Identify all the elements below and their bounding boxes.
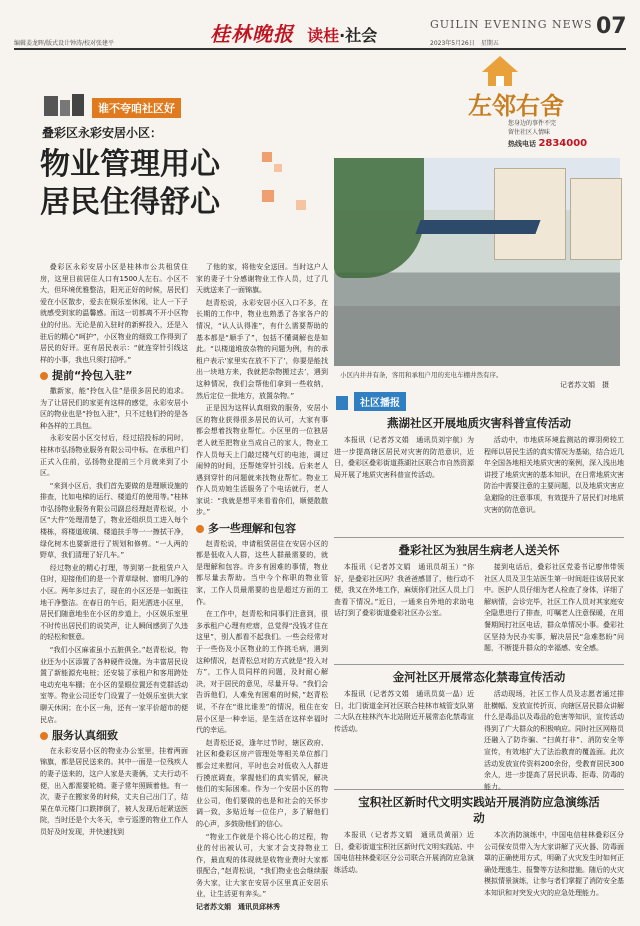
news-body: 本报讯（记者苏文娟 通讯员刘宇航）为进一步提高辖区居民对灾害的防范意识，近日，叠彩区叠彩街道燕湖社区联合市自然资源局开展了地质灾害科普宣传活动。 <box>334 436 474 479</box>
news-body: 活动中，市地质环境监测站的谭羽荷较工程师以居民生活的真实情况为基础，结合近几年全国各地相关地质灾害的案例，深入浅出地讲授了地质灾害的基本知识，在日常地质灾害防治中需要注意的主要问题，以及地质灾害应急避险的注意事项，有效提升了居民们对地质灾害的防范意识。 <box>484 436 624 514</box>
bullet-icon <box>40 372 48 380</box>
article-photo <box>334 158 620 366</box>
divider <box>334 664 624 665</box>
subhead-3 <box>196 523 328 535</box>
decor-square <box>262 190 274 202</box>
paragraph: 赵青松说，申请租赁居住在安居小区的都是低收入人群，这些人群最需要的，就是理解和包容。许多有困难的事情，物业都尽量去帮助。当中今个称职的物业管家，工作人员最需要的也是超过方面的工作。 <box>196 539 328 606</box>
paragraph: 赵青松说，永彩安居小区入口不多，在长期的工作中，物业也熟悉了各家各户的情况，“认人认得准”，有什么需要帮助的基本都是“顺手了”，包括不懂调解也是如此。“以楼道堆放杂物的问题为例，有的承租户表示‘家里实在放不下了’，你要是能找出一块地方来，我就把杂物搬过去’，遇到这种情况，我们会帮他们拿到一些收纳，然后定位一批地方，放置杂物。” <box>196 298 328 400</box>
headline-line-1: 物业管理用心 <box>40 147 220 182</box>
community-news <box>334 392 624 914</box>
page-number: 07 <box>596 14 627 39</box>
building-icon <box>40 92 92 116</box>
paragraph: 正是因为这样认真细致的服务，安居小区的物业获得很多居民的认可，大家有事都会想着找物业帮忙。小区里的一位独居老人就至把物业当成自己的家人，物业工作人员每天上门敲过楼气灯的电池，调过闹钟的时间，还帮她穿针引线。后来老人遇到穿针的问题就来找物业帮忙。物业工作人员劝她生活服务了个电话就行，老人家说：“我就是想平来看看你们，顺便散散步。” <box>196 404 328 517</box>
article-column-1 <box>40 262 188 902</box>
bullet-icon <box>40 732 48 740</box>
photo-credit: 记者苏文娟 摄 <box>560 381 609 389</box>
subhead-2 <box>40 730 188 742</box>
hotline-number: 2834000 <box>538 138 588 149</box>
ad-line-1: 您身边的事件不完 <box>508 120 557 127</box>
decor-square <box>296 200 306 210</box>
news-item <box>334 542 624 660</box>
news-body: 本报讯（记者苏文娟 通讯员莫一晶）近日，北门街道金河社区联合桂林市城管支队第二大队在桂林汽车北站附近开展常态化禁毒宣传活动。 <box>334 690 474 733</box>
paragraph: 经过物业的精心打理，等到第一批租赁户入住时，迎接他们的是一个青草绿树、窗明几净的小区。两年多过去了，现在的小区还是一如既往地干净整洁。在春日的午后，阳光洒进小区里，居民们随意地坐在小区的步道上，小区娱乐室里不时传出居民们的说笑声，让人瞬间感到了久违的轻松和惬意。 <box>40 563 188 642</box>
news-body: 接到电话后，叠彩社区党委书记廖伟带领社区人员及卫生站医生第一时间赶往该居民家中。医护人员仔细为老人检查了身体，详细了解病情，会诊完毕，社区工作人员对其家庭安全隐患进行了排查，叮嘱老人注意保暖，在用餐期间打社区电话，群众单情况小事。叠彩社区坚持为民办实事，解决居民“急难愁盼”问题，不断提升群众的幸福感、安全感。 <box>484 563 624 653</box>
paragraph: 撒新家，能“拎包入住”是很多居民的追求。为了让居民们的家更有这样的感觉，永彩安居小区的物业也是“拎包入驻”，只不过他们拎的是各种各样的工具包。 <box>40 386 188 430</box>
subhead-3-label: 多一些理解和包容 <box>208 522 296 536</box>
paper-english-name: GUILIN EVENING NEWS <box>430 18 593 31</box>
news-body: 本次消防演练中，中国电信桂林叠彩区分公司保安员带入为大家讲解了灭火器、防毒面罩的正确使用方式，明确了火灾发生时如何正确处理逃生、报警等方法和措施。随后的火灾模拟情景演练，让参与者们掌握了消防安全基本知识和对突发火灾的应急处理能力。 <box>484 831 624 897</box>
photo-caption: 小区内井井有条，客用和承租户用的充电车棚井然有序。 <box>340 371 503 379</box>
paragraph: 叠彩区永彩安居小区是桂林市公共租赁住房，这里目前居住人口有1500人左右。小区不大，但环境优雅整洁，阳光正好的时候，居民们爱在小区散步，爱去在娱乐室休闲，让人一下子就感受到家的温馨感。而这一切都离不开小区物业的付出。无论是前入驻时的新鲜投入，还是入驻后的精心“呵护”，小区物业的细致工作得到了居民的好评。更有居民表示：“就连穿针引线这样的小事，我也只须打招呼。” <box>40 263 188 364</box>
paragraph: “我们小区麻雀虽小五脏俱全。”赵青松说，物业还为小区添置了各种硬件设施。为丰富居民设置了新能源充电桩；还安装了承租户和客用跨处电动充电车棚；在小区的显眼位置还有党群活动室等。物业公司还专门设置了一处娱乐室供大家聊天休闲；在小区一角，还有一家平价超市的便民店。 <box>40 646 188 724</box>
article-byline: 记者苏文娟 通讯员邱林秀 <box>196 903 280 912</box>
paragraph: 赵青松还说，逢年过节时，辖区政府、社区和叠彩区房产管理处等相关单位都门都会过来慰问，平时也会对低收入人群进行摸底调查，掌握他们的真实情况，解决他们的实际困难。作为一个安居小区的物业公司，他们要做的也是和社会的关怀步调一致，多贴近每一位住户，多了解他们的心声，多鼓励他们的信心。 <box>196 738 328 828</box>
ad-title: 左邻右舍 <box>468 91 564 120</box>
news-tag: 社区播报 <box>354 392 406 411</box>
paragraph: 了他的家，将他安全送回。当时这户人家的妻子十分感谢物业工作人员，过了几天就送来了一面锦旗。 <box>196 263 328 295</box>
news-item <box>334 669 624 791</box>
section-title: 读桂·社会 <box>307 26 378 45</box>
news-item <box>334 794 624 914</box>
subhead-1-label: 提前“拎包入驻” <box>52 369 133 383</box>
news-title: 金河社区开展常态化禁毒宣传活动 <box>392 670 566 684</box>
editor-credits: 编辑姜龙晖/版式设计钟涛/校对张建平 <box>14 40 115 47</box>
news-body: 本报讯（记者苏文娟 通讯员胡玉）“你好，是叠彩社区吗？我爸爸感冒了，他行动不便，我又在外地工作，麻烦你们社区人员上门查看下情况。”近日，一通来自外地的求助电话打到了叠彩街道叠彩社区办公室。 <box>334 563 474 618</box>
paragraph: 在工作中，赵青松和同事们注意到，很多承租户心理有疙瘩，总觉得“没钱才住在这里”，别人都看不起我们。一些会经常对于一些伤及小区物业的工作挑毛病，遇到这种情况，赵青松总对的方式就是“投入对方”，工作人员同样的问题，及时耐心解决，对于居民的意见，尽量开导。“我们会告诉他们，人难免有困难的时候，”赵青松说，不存在“谁比谁差”的情况，租住在安居小区是一种幸运，是生活在这样幸福时代的幸运。 <box>196 610 328 735</box>
hotline-label: 热线电话 <box>508 140 536 148</box>
article-headline <box>40 146 220 222</box>
divider <box>334 537 624 538</box>
section-part-a: 读桂 <box>307 26 340 45</box>
column-badge-label: 谁不夸咱社区好 <box>92 98 181 118</box>
news-title: 燕湖社区开展地质灾害科普宣传活动 <box>387 416 571 430</box>
article-column-2 <box>196 262 328 914</box>
house-icon <box>480 54 520 88</box>
paragraph: 永彩安居小区交付后，经过招投标的同时，桂林市弘扬物业服务有限公司中标。在承租户们正式入住前，弘扬物业提前三个月就来到了小区。 <box>40 434 188 478</box>
news-title: 宝积社区新时代文明实践站开展消防应急演练活动 <box>358 795 600 825</box>
issue-date: 2023年5月26日 星期五 <box>430 40 499 47</box>
decor-square <box>274 164 282 172</box>
header-rule <box>14 48 626 50</box>
news-header <box>334 392 624 411</box>
photo-building <box>494 168 566 260</box>
ad-hotline <box>508 138 587 149</box>
building-icon <box>334 394 350 410</box>
photo-tree <box>334 158 424 278</box>
subhead-2-label: 服务认真细致 <box>52 729 118 743</box>
paragraph: “来到小区后，我们首先要做的是理顺设施的排查，比如电梯的运行、楼道灯的使用等。”桂林市弘扬物业服务有限公司副总经理赵青松说，小区“大件”处理清楚了，物业还组织员工进入每个楼栋，将楼道玻璃、楼道扶手等一一擦拭干净，绿化树木也要新进行了规划和修剪。“一人两的野草，我们清理了好几车。” <box>40 481 188 560</box>
column-badge <box>40 92 230 116</box>
news-body: 本报讯（记者苏文娟 通讯员黄丽）近日，叠彩街道宝积社区新时代文明实践站、中国电信桂林叠彩区分公司联合开展消防应急演练活动。 <box>334 831 474 874</box>
bullet-icon <box>196 525 204 533</box>
photo-building <box>570 178 622 260</box>
hotline-ad <box>468 54 630 152</box>
newspaper-logo: 桂林晚报 <box>210 22 294 46</box>
news-body: 活动现场，社区工作人员及志愿者通过排肚横幅、发放宣传折页、向辖区居民群众讲解什么是毒品以及毒品的危害等知识，宣传活动得到了广大群众的积极响应。同时社区网格员还融入了防诈骗、“扫黄打非”、消防安全等宣传，有效地扩大了法治教育的覆盖面。此次活动发放宣传资料200余份，受教育居民300余人，进一步提高了居民识毒、拒毒、防毒的能力。 <box>484 690 624 791</box>
ad-line-2: 留住社区人情味 <box>508 129 551 136</box>
news-title: 叠彩社区为独居生病老人送关怀 <box>398 543 560 557</box>
section-part-b: 社会 <box>345 26 378 45</box>
headline-line-2: 居民住得舒心 <box>40 185 220 220</box>
news-item <box>334 415 624 533</box>
article-kicker: 叠彩区永彩安居小区： <box>42 126 163 140</box>
paragraph: “物业工作就是个将心比心的过程，物业的付出被认可，大家才会支持物业工作，最直观的体现就是收物业费时大家都很配合，”赵青松说，“我们物业也会继续服务大家，让大家在安居小区里真正安居乐业，让生活更有奔头。” <box>196 832 328 899</box>
subhead-1 <box>40 370 188 382</box>
photo-carport-roof <box>415 220 540 234</box>
decor-square <box>262 152 272 162</box>
photo-road <box>334 306 620 366</box>
paragraph: 在永彩安居小区的物业办公室里，挂着两面锦旗，都是居民送来的。其中一面是一位残疾人的妻子送来的，这户人家是夫妻俩，丈夫行动不便，出入都需要轮椅。妻子常年照顾着他。有一次，妻子在搬家务的时候，丈夫自己出门了，结果在单元楼门口跌摔倒了，被人发现后赶紧送医院，当时还是个大冬天，幸亏巡逻的物业工作人员好及时发现，并快速找到 <box>40 746 188 836</box>
